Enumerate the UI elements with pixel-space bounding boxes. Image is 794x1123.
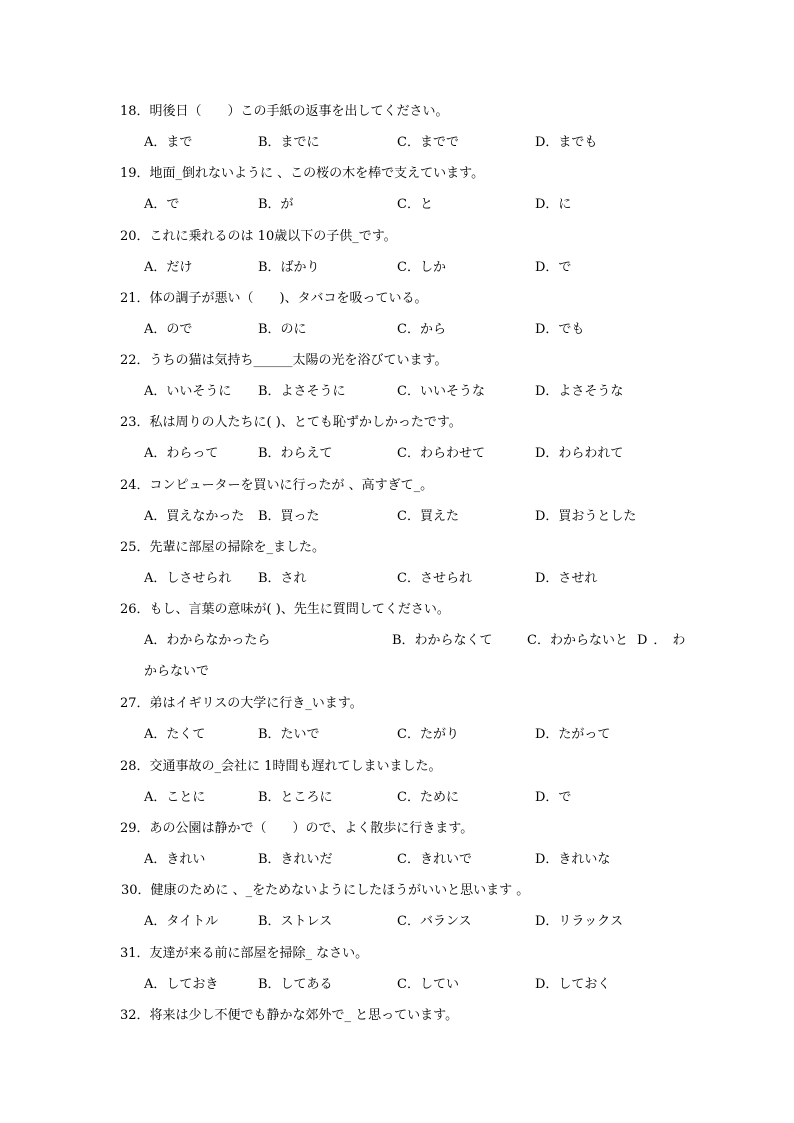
- options-30: [144, 914, 704, 930]
- option-b: B．よさそうに: [258, 384, 346, 399]
- option-b: B．きれいだ: [258, 852, 333, 867]
- option-c: C．させられ: [397, 571, 472, 586]
- option-c: C．買えた: [397, 509, 459, 524]
- option-a: A．いいそうに: [144, 384, 232, 399]
- option-d: D．わ: [637, 633, 692, 648]
- option-c: C．いいそうな: [397, 384, 485, 399]
- options-23: [144, 446, 704, 462]
- option-a: A．ことに: [144, 790, 206, 805]
- option-a: A．で: [144, 197, 180, 212]
- options-20: [144, 260, 704, 276]
- option-d-continuation: からないで: [144, 664, 210, 679]
- question-18: 18．明後日（ ）この手紙の返事を出してください。: [120, 104, 449, 119]
- option-b: B．買った: [258, 509, 320, 524]
- question-32: 32．将来は少し不便でも静かな郊外で_ と思っています。: [120, 1008, 459, 1023]
- question-21: 21．体の調子が悪い（ )、タバコを吸っている。: [120, 291, 428, 306]
- options-22: [144, 384, 704, 400]
- question-22: 22．うちの猫は気持ち______太陽の光を浴びています。: [120, 353, 448, 368]
- options-26: [144, 633, 704, 649]
- option-d: D．買おうとした: [535, 509, 637, 524]
- options-25: [144, 571, 704, 587]
- option-b: B．され: [258, 571, 307, 586]
- question-19: 19．地面_倒れないように 、この桜の木を棒で支えています。: [120, 166, 485, 181]
- option-b: B．のに: [258, 322, 307, 337]
- option-b: B．ストレス: [258, 914, 333, 929]
- option-a: A．タイトル: [144, 914, 219, 929]
- options-31: [144, 977, 704, 993]
- option-c: C．わらわせて: [397, 446, 485, 461]
- option-c: C．と: [397, 197, 433, 212]
- option-d: D．で: [535, 260, 572, 275]
- option-a: A．しておき: [144, 977, 219, 992]
- question-26: 26．もし、言葉の意味が( )、先生に質問してください。: [120, 602, 450, 617]
- option-d: D．させれ: [535, 571, 598, 586]
- option-b: B．わからなくて: [392, 633, 493, 648]
- option-b: B．ところに: [258, 790, 333, 805]
- option-b: B．ばかり: [258, 260, 320, 275]
- question-27: 27．弟はイギリスの大学に行き_います。: [120, 696, 363, 711]
- options-28: [144, 790, 704, 806]
- option-d: D．リラックス: [535, 914, 624, 929]
- option-c: C．バランス: [397, 914, 472, 929]
- option-a: A．だけ: [144, 260, 193, 275]
- question-24: 24．コンピューターを買いに行ったが 、高すぎて_。: [120, 478, 434, 493]
- option-a: A．たくて: [144, 727, 206, 742]
- option-d: D．でも: [535, 322, 585, 337]
- question-30: 30．健康のために 、_をためないようにしたほうがいいと思います 。: [121, 883, 530, 898]
- option-a: A．わからなかったら: [144, 633, 271, 648]
- option-c: C．してい: [397, 977, 459, 992]
- option-c: C．しか: [397, 260, 446, 275]
- option-d: D．よさそうな: [535, 384, 624, 399]
- options-24: [144, 509, 704, 525]
- option-c: C．ために: [397, 790, 459, 805]
- question-28: 28．交通事故の_会社に 1時間も遅れてしまいました。: [120, 759, 442, 774]
- option-c: C．から: [397, 322, 446, 337]
- options-19: [144, 197, 704, 213]
- option-d: D．で: [535, 790, 572, 805]
- options-29: [144, 852, 704, 868]
- option-d: D．までも: [535, 135, 598, 150]
- question-31: 31．友達が来る前に部屋を掃除_ なさい。: [120, 946, 369, 961]
- option-c: C．までで: [397, 135, 459, 150]
- option-d: D．に: [535, 197, 572, 212]
- option-a: A．きれい: [144, 852, 206, 867]
- options-21: [144, 322, 704, 338]
- option-b: B．してある: [258, 977, 333, 992]
- question-25: 25．先輩に部屋の掃除を_ました。: [120, 540, 326, 555]
- question-20: 20．これに乗れるのは 10歳以下の子供_です。: [120, 229, 397, 244]
- option-d: D．しておく: [535, 977, 611, 992]
- option-a: A．買えなかった: [144, 509, 245, 524]
- question-29: 29．あの公園は静かで（ ）ので、よく散歩に行きます。: [120, 821, 474, 836]
- option-b: B．が: [258, 197, 294, 212]
- option-b: B．までに: [258, 135, 320, 150]
- option-c: C．わからないと: [527, 633, 628, 648]
- option-d: D．わらわれて: [535, 446, 624, 461]
- option-b: B．たいで: [258, 727, 320, 742]
- options-18: [144, 135, 704, 151]
- option-d: D．きれいな: [535, 852, 611, 867]
- option-a: A．わらって: [144, 446, 219, 461]
- option-b: B．わらえて: [258, 446, 333, 461]
- option-a: A．しさせられ: [144, 571, 232, 586]
- option-d: D．たがって: [535, 727, 611, 742]
- option-c: C．きれいで: [397, 852, 472, 867]
- question-23: 23．私は周りの人たちに( )、とても恥ずかしかったです。: [120, 415, 462, 430]
- option-a: A．まで: [144, 135, 193, 150]
- options-27: [144, 727, 704, 743]
- option-a: A．ので: [144, 322, 193, 337]
- option-c: C．たがり: [397, 727, 459, 742]
